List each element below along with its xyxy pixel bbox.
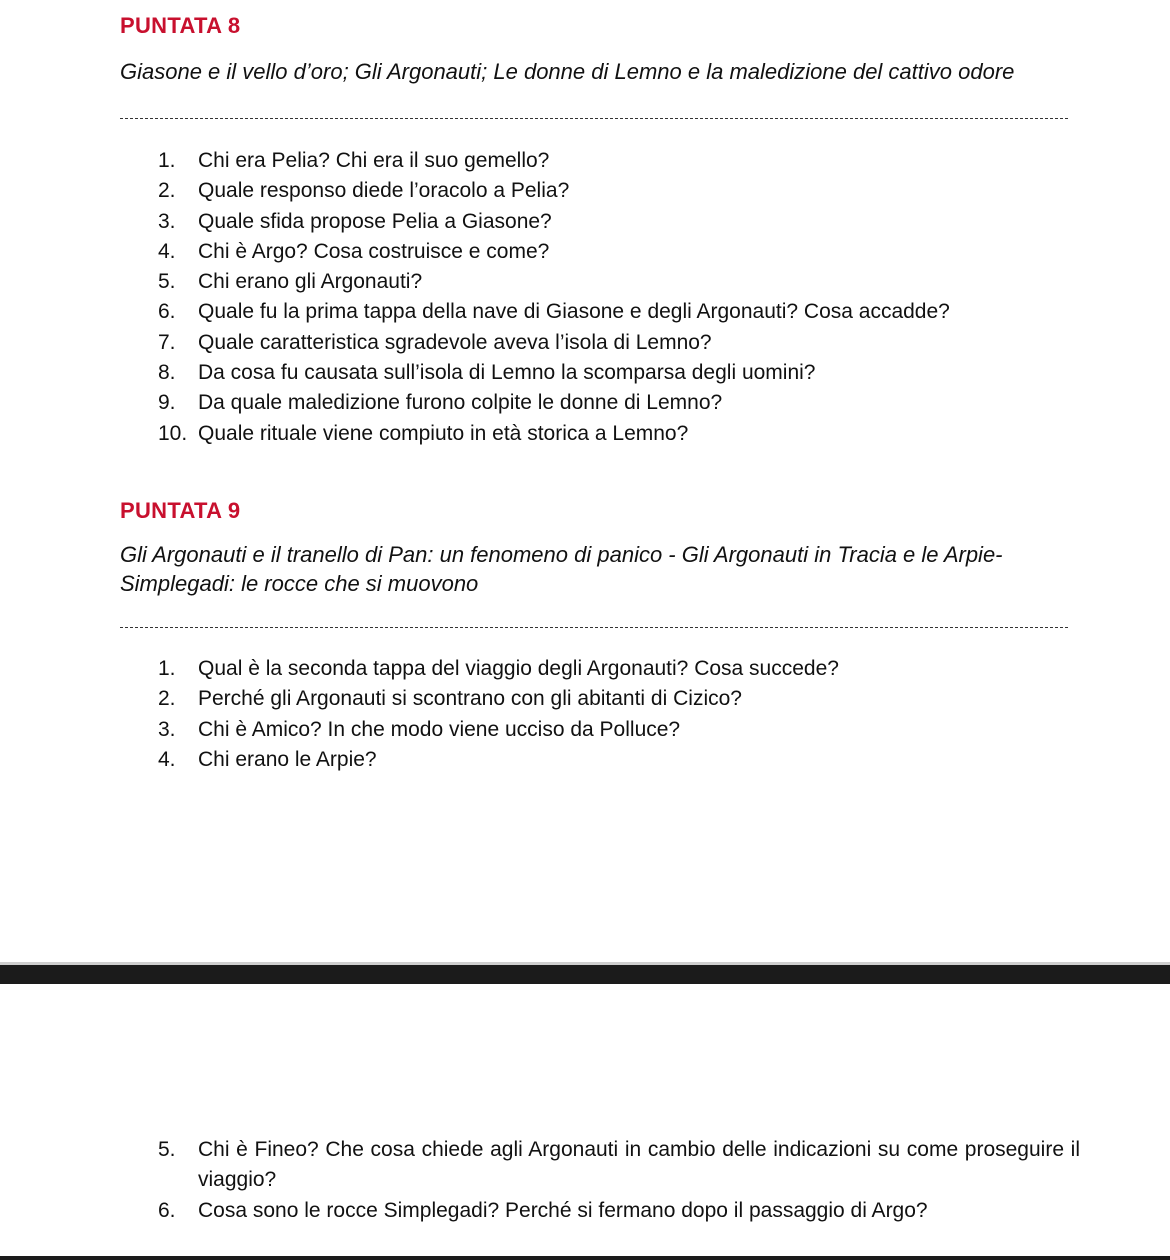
question-item: 1. Qual è la seconda tappa del viaggio degli Argonauti? Cosa succede? [158, 657, 839, 680]
question-item: 6. Cosa sono le rocce Simplegadi? Perché si fermano dopo il passaggio di Argo? [158, 1198, 928, 1222]
question-item: 3. Chi è Amico? In che modo viene ucciso da Polluce? [158, 717, 681, 741]
question-item: 5. Chi è Fineo? Che cosa chiede agli Argonauti in cambio delle indicazioni su come proseguire il viaggio? [158, 1138, 1080, 1192]
question-item: 9. Da quale maledizione furono colpite le donne di Lemno? [158, 391, 723, 415]
puntata-9-heading: PUNTATA 9 [120, 498, 241, 523]
question-item: 6. Quale fu la prima tappa della nave di Giasone e degli Argonauti? Cosa accadde? [158, 300, 950, 324]
puntata-8-heading: PUNTATA 8 [120, 13, 241, 38]
document-page-2 [0, 984, 1170, 1260]
page-break-edge [0, 962, 1170, 965]
puntata-9-question-list-continued [120, 1135, 1080, 1226]
question-item: 4. Chi è Argo? Cosa costruisce e come? [158, 239, 550, 263]
question-item: 5. Chi erano gli Argonauti? [158, 270, 423, 294]
page-break-bar [0, 962, 1170, 984]
puntata-8-subtitle: Giasone e il vello d’oro; Gli Argonauti; Le donne di Lemno e la maledizione del cattivo odore [120, 59, 1015, 84]
dashed-divider [120, 627, 1068, 628]
question-item: 8. Da cosa fu causata sull’isola di Lemno la scomparsa degli uomini? [158, 361, 816, 385]
puntata-8-question-list [120, 146, 1080, 449]
question-item: 3. Quale sfida propose Pelia a Giasone? [158, 209, 552, 233]
question-item: 1. Chi era Pelia? Chi era il suo gemello? [158, 149, 550, 172]
question-item: 7. Quale caratteristica sgradevole aveva l’isola di Lemno? [158, 330, 712, 354]
question-item: 4. Chi erano le Arpie? [158, 747, 377, 771]
puntata-9-question-list [120, 654, 1080, 775]
question-item: 2. Perché gli Argonauti si scontrano con gli abitanti di Cizico? [158, 687, 742, 711]
puntata-9-subtitle: Gli Argonauti e il tranello di Pan: un fenomeno di panico - Gli Argonauti in Tracia e le Arpie- Simplegadi: le rocce che si muovono [120, 542, 1003, 596]
question-item: 2. Quale responso diede l’oracolo a Pelia? [158, 179, 570, 203]
question-item: 10. Quale rituale viene compiuto in età storica a Lemno? [158, 421, 689, 445]
page-bottom-edge [0, 1256, 1170, 1260]
dashed-divider [120, 118, 1068, 119]
